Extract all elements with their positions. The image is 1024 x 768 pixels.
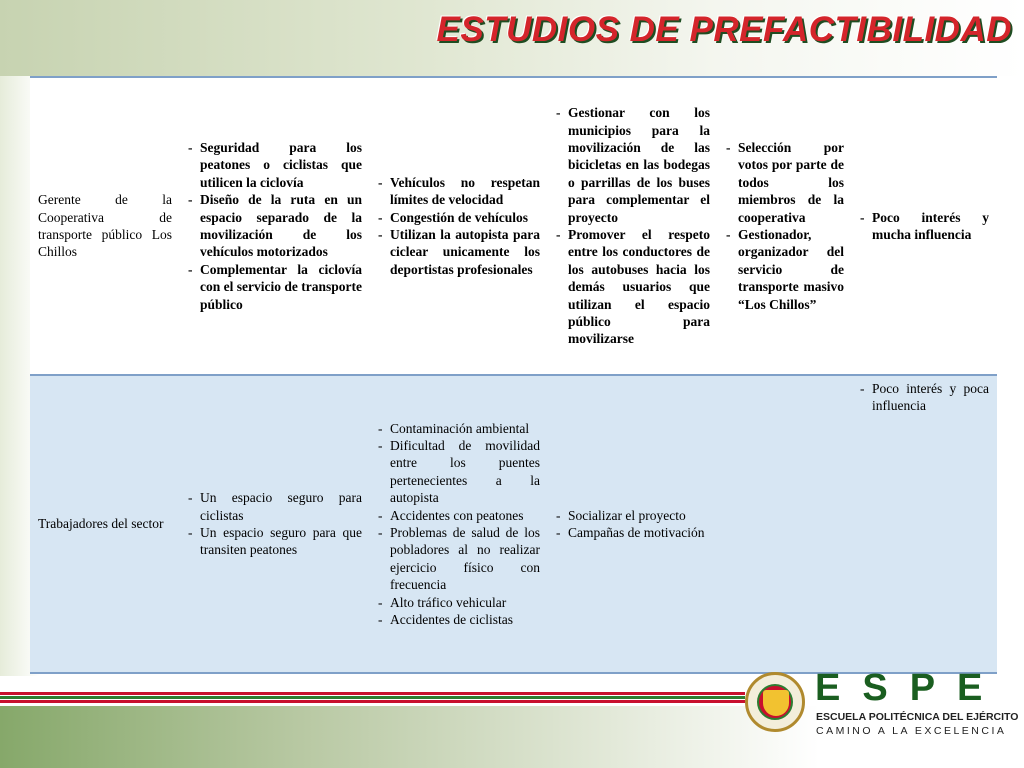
- interests-cell: [180, 77, 370, 375]
- list-item: - Seguridad para los peatones o ciclistas que utilicen la ciclovía: [188, 139, 362, 191]
- interests-list: [188, 489, 362, 559]
- resources-cell: [718, 77, 852, 375]
- list-item: - Socializar el proyecto: [556, 507, 710, 524]
- list-item: - Campañas de motivación: [556, 524, 710, 541]
- footer-stripe-white: [0, 703, 745, 705]
- stakeholder-table: [30, 76, 997, 674]
- list-item: - Accidentes de ciclistas: [378, 611, 540, 628]
- list-item: - Complementar la ciclovía con el servicio de transporte público: [188, 261, 362, 313]
- list-item: - Accidentes con peatones: [378, 507, 540, 524]
- problems-cell: [370, 77, 548, 375]
- table-row: [30, 77, 997, 375]
- list-item: - Congestión de vehículos: [378, 209, 540, 226]
- list-item: - Promover el respeto entre los conductores de los autobuses hacia los demás usuarios que utilizan el espacio público para movilizarse: [556, 226, 710, 348]
- list-item: - Poco interés y poca influencia: [860, 380, 989, 415]
- list-item: - Utilizan la autopista para ciclear unicamente los deportistas profesionales: [378, 226, 540, 278]
- list-item: - Un espacio seguro para ciclistas: [188, 489, 362, 524]
- table-row: [30, 375, 997, 673]
- list-item: - Diseño de la ruta en un espacio separado de la movilización de los vehículos motorizados: [188, 191, 362, 261]
- list-item: - Vehículos no respetan límites de velocidad: [378, 174, 540, 209]
- footer-stripe-green: [0, 696, 745, 699]
- list-item: - Problemas de salud de los pobladores al no realizar ejercicio físico con frecuencia: [378, 524, 540, 594]
- interests-list: [188, 139, 362, 313]
- power-list: [860, 380, 989, 415]
- list-item: - Contaminación ambiental: [378, 420, 540, 437]
- strategies-list: [556, 104, 710, 348]
- problems-list: [378, 420, 540, 629]
- stakeholder-cell: Trabajadores del sector: [30, 375, 180, 673]
- strategies-cell: [548, 375, 718, 673]
- list-item: - Gestionador, organizador del servicio de transporte masivo “Los Chillos”: [726, 226, 844, 313]
- list-item: - Dificultad de movilidad entre los puentes pertenecientes a la autopista: [378, 437, 540, 507]
- strategies-list: [556, 507, 710, 542]
- power-cell: [852, 375, 997, 673]
- espe-institution-name: ESCUELA POLITÉCNICA DEL EJÉRCITO: [816, 711, 1019, 723]
- espe-seal-icon: [745, 672, 805, 732]
- list-item: - Gestionar con los municipios para la movilización de las bicicletas en las bodegas o parrillas de los buses para complementar el proyecto: [556, 104, 710, 226]
- seal-shield-icon: [763, 690, 789, 716]
- power-cell: [852, 77, 997, 375]
- list-item: - Un espacio seguro para que transiten peatones: [188, 524, 362, 559]
- interests-cell: [180, 375, 370, 673]
- list-item: - Alto tráfico vehicular: [378, 594, 540, 611]
- list-item: - Selección por votos por parte de todos los miembros de la cooperativa: [726, 139, 844, 226]
- resources-cell: [718, 375, 852, 673]
- strategies-cell: [548, 77, 718, 375]
- power-list: [860, 209, 989, 244]
- footer-stripe-red: [0, 692, 745, 695]
- slide-title: ESTUDIOS DE PREFACTIBILIDAD: [436, 10, 1012, 49]
- problems-cell: [370, 375, 548, 673]
- espe-wordmark: ESPE: [815, 667, 1005, 709]
- list-item: - Poco interés y mucha influencia: [860, 209, 989, 244]
- resources-list: [726, 139, 844, 313]
- problems-list: [378, 174, 540, 278]
- espe-motto: CAMINO A LA EXCELENCIA: [816, 725, 1007, 737]
- stakeholder-table-container: [30, 76, 997, 672]
- stakeholder-cell: Gerente de la Cooperativa de transporte público Los Chillos: [30, 77, 180, 375]
